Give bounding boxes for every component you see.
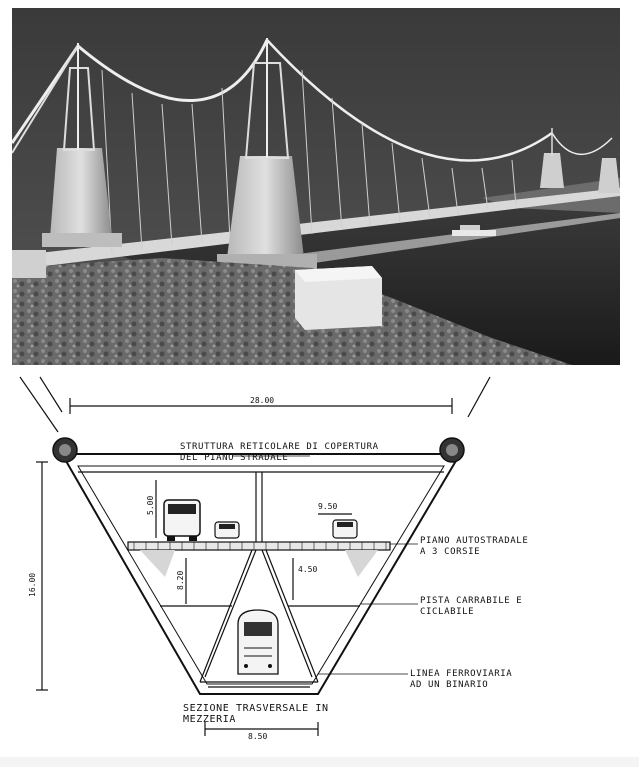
right-cable-anchor — [440, 438, 464, 462]
dim-total-height: 16.00 — [28, 572, 37, 597]
label-railway: LINEA FERROVIARIA AD UN BINARIO — [410, 669, 513, 690]
dim-side-offset: 4.50 — [298, 565, 318, 574]
cross-section-drawing — [0, 372, 639, 767]
label-roof-truss: STRUTTURA RETICOLARE DI COPERTURA DEL PIANO STRADALE — [180, 442, 379, 463]
dim-total-width: 28.00 — [250, 396, 275, 405]
label-cart-track: PISTA CARRABILE E CICLABILE — [420, 596, 523, 617]
label-motorway: PIANO AUTOSTRADALE A 3 CORSIE — [420, 536, 529, 557]
dim-headroom: 5.00 — [146, 495, 155, 515]
bridge-model-illustration — [12, 8, 620, 365]
dim-bottom-width: 8.50 — [248, 732, 268, 741]
car-icon — [333, 520, 357, 538]
bus-icon — [164, 500, 200, 541]
bottom-strip — [0, 757, 639, 767]
dim-lane-width: 9.50 — [318, 502, 338, 511]
left-cable-anchor — [53, 438, 77, 462]
car-icon — [215, 522, 239, 538]
train-icon — [238, 610, 278, 674]
bridge-model-photo — [12, 8, 620, 365]
label-section: SEZIONE TRASVERSALE IN MEZZERIA — [183, 703, 329, 725]
dim-rail-clearance: 8.20 — [176, 570, 185, 590]
